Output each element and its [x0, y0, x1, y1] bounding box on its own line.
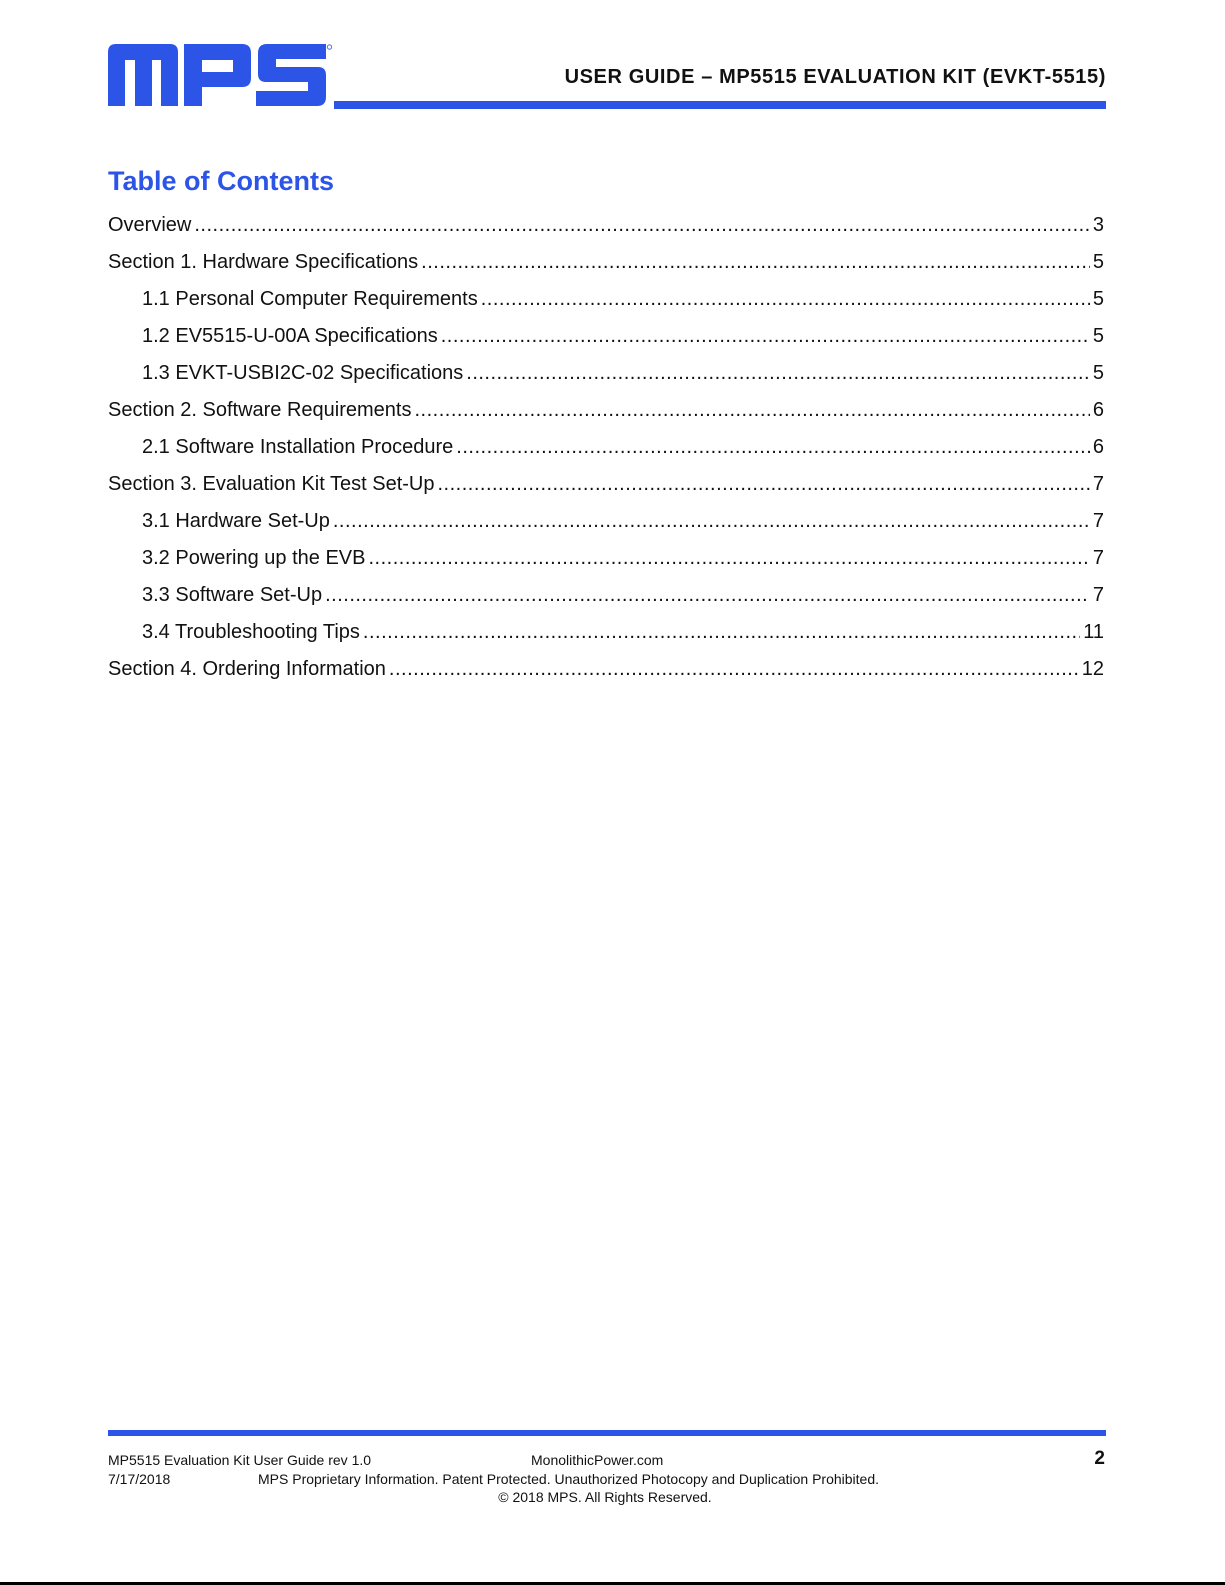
- toc-dot-leader: [437, 466, 1089, 503]
- footer-doc-name: MP5515 Evaluation Kit User Guide rev 1.0: [108, 1452, 372, 1468]
- toc-entry-label: Section 3. Evaluation Kit Test Set-Up: [108, 473, 435, 495]
- toc-entry-label: 1.1 Personal Computer Requirements: [142, 288, 478, 310]
- toc-entry-page: 5: [1092, 362, 1104, 384]
- footer-date: 7/17/2018: [108, 1471, 171, 1487]
- toc-entry-page: 6: [1092, 399, 1104, 421]
- toc-dot-leader: [456, 429, 1090, 466]
- footer-rule: [108, 1430, 1106, 1436]
- toc-entry[interactable]: [108, 318, 1104, 355]
- footer-copyright: © 2018 MPS. All Rights Reserved.: [498, 1489, 712, 1505]
- toc-dot-leader: [441, 318, 1090, 355]
- toc-entry-label: 1.3 EVKT-USBI2C-02 Specifications: [142, 362, 464, 384]
- toc-entry-page: 5: [1092, 251, 1104, 273]
- toc-entry-page: 7: [1092, 473, 1104, 495]
- toc-dot-leader: [333, 503, 1090, 540]
- toc-entry-page: 12: [1081, 658, 1104, 680]
- toc-entry-label: Overview: [108, 214, 192, 236]
- toc-entry[interactable]: [108, 540, 1104, 577]
- toc-entry-label: 3.1 Hardware Set-Up: [142, 510, 330, 532]
- toc-entry-page: 5: [1092, 325, 1104, 347]
- toc-dot-leader: [466, 355, 1090, 392]
- mps-logo: [108, 44, 333, 108]
- toc-dot-leader: [481, 281, 1090, 318]
- footer-website[interactable]: MonolithicPower.com: [531, 1452, 664, 1468]
- toc-dot-leader: [363, 614, 1080, 651]
- toc-list: [108, 207, 1104, 688]
- page-number: 2: [1094, 1448, 1105, 1469]
- toc-entry[interactable]: [108, 244, 1104, 281]
- toc-entry[interactable]: [108, 207, 1104, 244]
- toc-entry[interactable]: [108, 651, 1104, 688]
- toc-entry[interactable]: [108, 429, 1104, 466]
- toc-entry[interactable]: [108, 355, 1104, 392]
- toc-entry-page: 7: [1092, 584, 1104, 606]
- toc-entry[interactable]: [108, 503, 1104, 540]
- toc-entry[interactable]: [108, 466, 1104, 503]
- footer-notice: MPS Proprietary Information. Patent Protected. Unauthorized Photocopy and Duplication Prohibited.: [258, 1471, 880, 1487]
- toc-entry[interactable]: [108, 392, 1104, 429]
- toc-entry-page: 11: [1083, 621, 1104, 643]
- header-rule: [334, 101, 1106, 109]
- header-title: USER GUIDE – MP5515 EVALUATION KIT (EVKT-5515): [564, 66, 1106, 88]
- toc-entry-page: 5: [1092, 288, 1104, 310]
- toc-entry-label: Section 4. Ordering Information: [108, 658, 386, 680]
- toc-entry-label: 3.3 Software Set-Up: [142, 584, 323, 606]
- toc-entry[interactable]: [108, 281, 1104, 318]
- toc-dot-leader: [389, 651, 1079, 688]
- toc-dot-leader: [194, 207, 1090, 244]
- toc-entry-page: 6: [1092, 436, 1104, 458]
- toc-entry-page: 7: [1092, 547, 1104, 569]
- toc-entry-label: 2.1 Software Installation Procedure: [142, 436, 454, 458]
- toc-entry-page: 3: [1092, 214, 1104, 236]
- toc-dot-leader: [325, 577, 1090, 614]
- toc-entry-label: Section 1. Hardware Specifications: [108, 251, 419, 273]
- toc-dot-leader: [421, 244, 1090, 281]
- toc-heading: Table of Contents: [108, 166, 334, 196]
- toc-dot-leader: [415, 392, 1090, 429]
- toc-entry[interactable]: [108, 614, 1104, 651]
- toc-entry-label: 3.2 Powering up the EVB: [142, 547, 366, 569]
- toc-entry[interactable]: [108, 577, 1104, 614]
- toc-dot-leader: [368, 540, 1089, 577]
- toc-entry-label: Section 2. Software Requirements: [108, 399, 412, 421]
- toc-entry-page: 7: [1092, 510, 1104, 532]
- toc-entry-label: 1.2 EV5515-U-00A Specifications: [142, 325, 438, 347]
- toc-entry-label: 3.4 Troubleshooting Tips: [142, 621, 360, 643]
